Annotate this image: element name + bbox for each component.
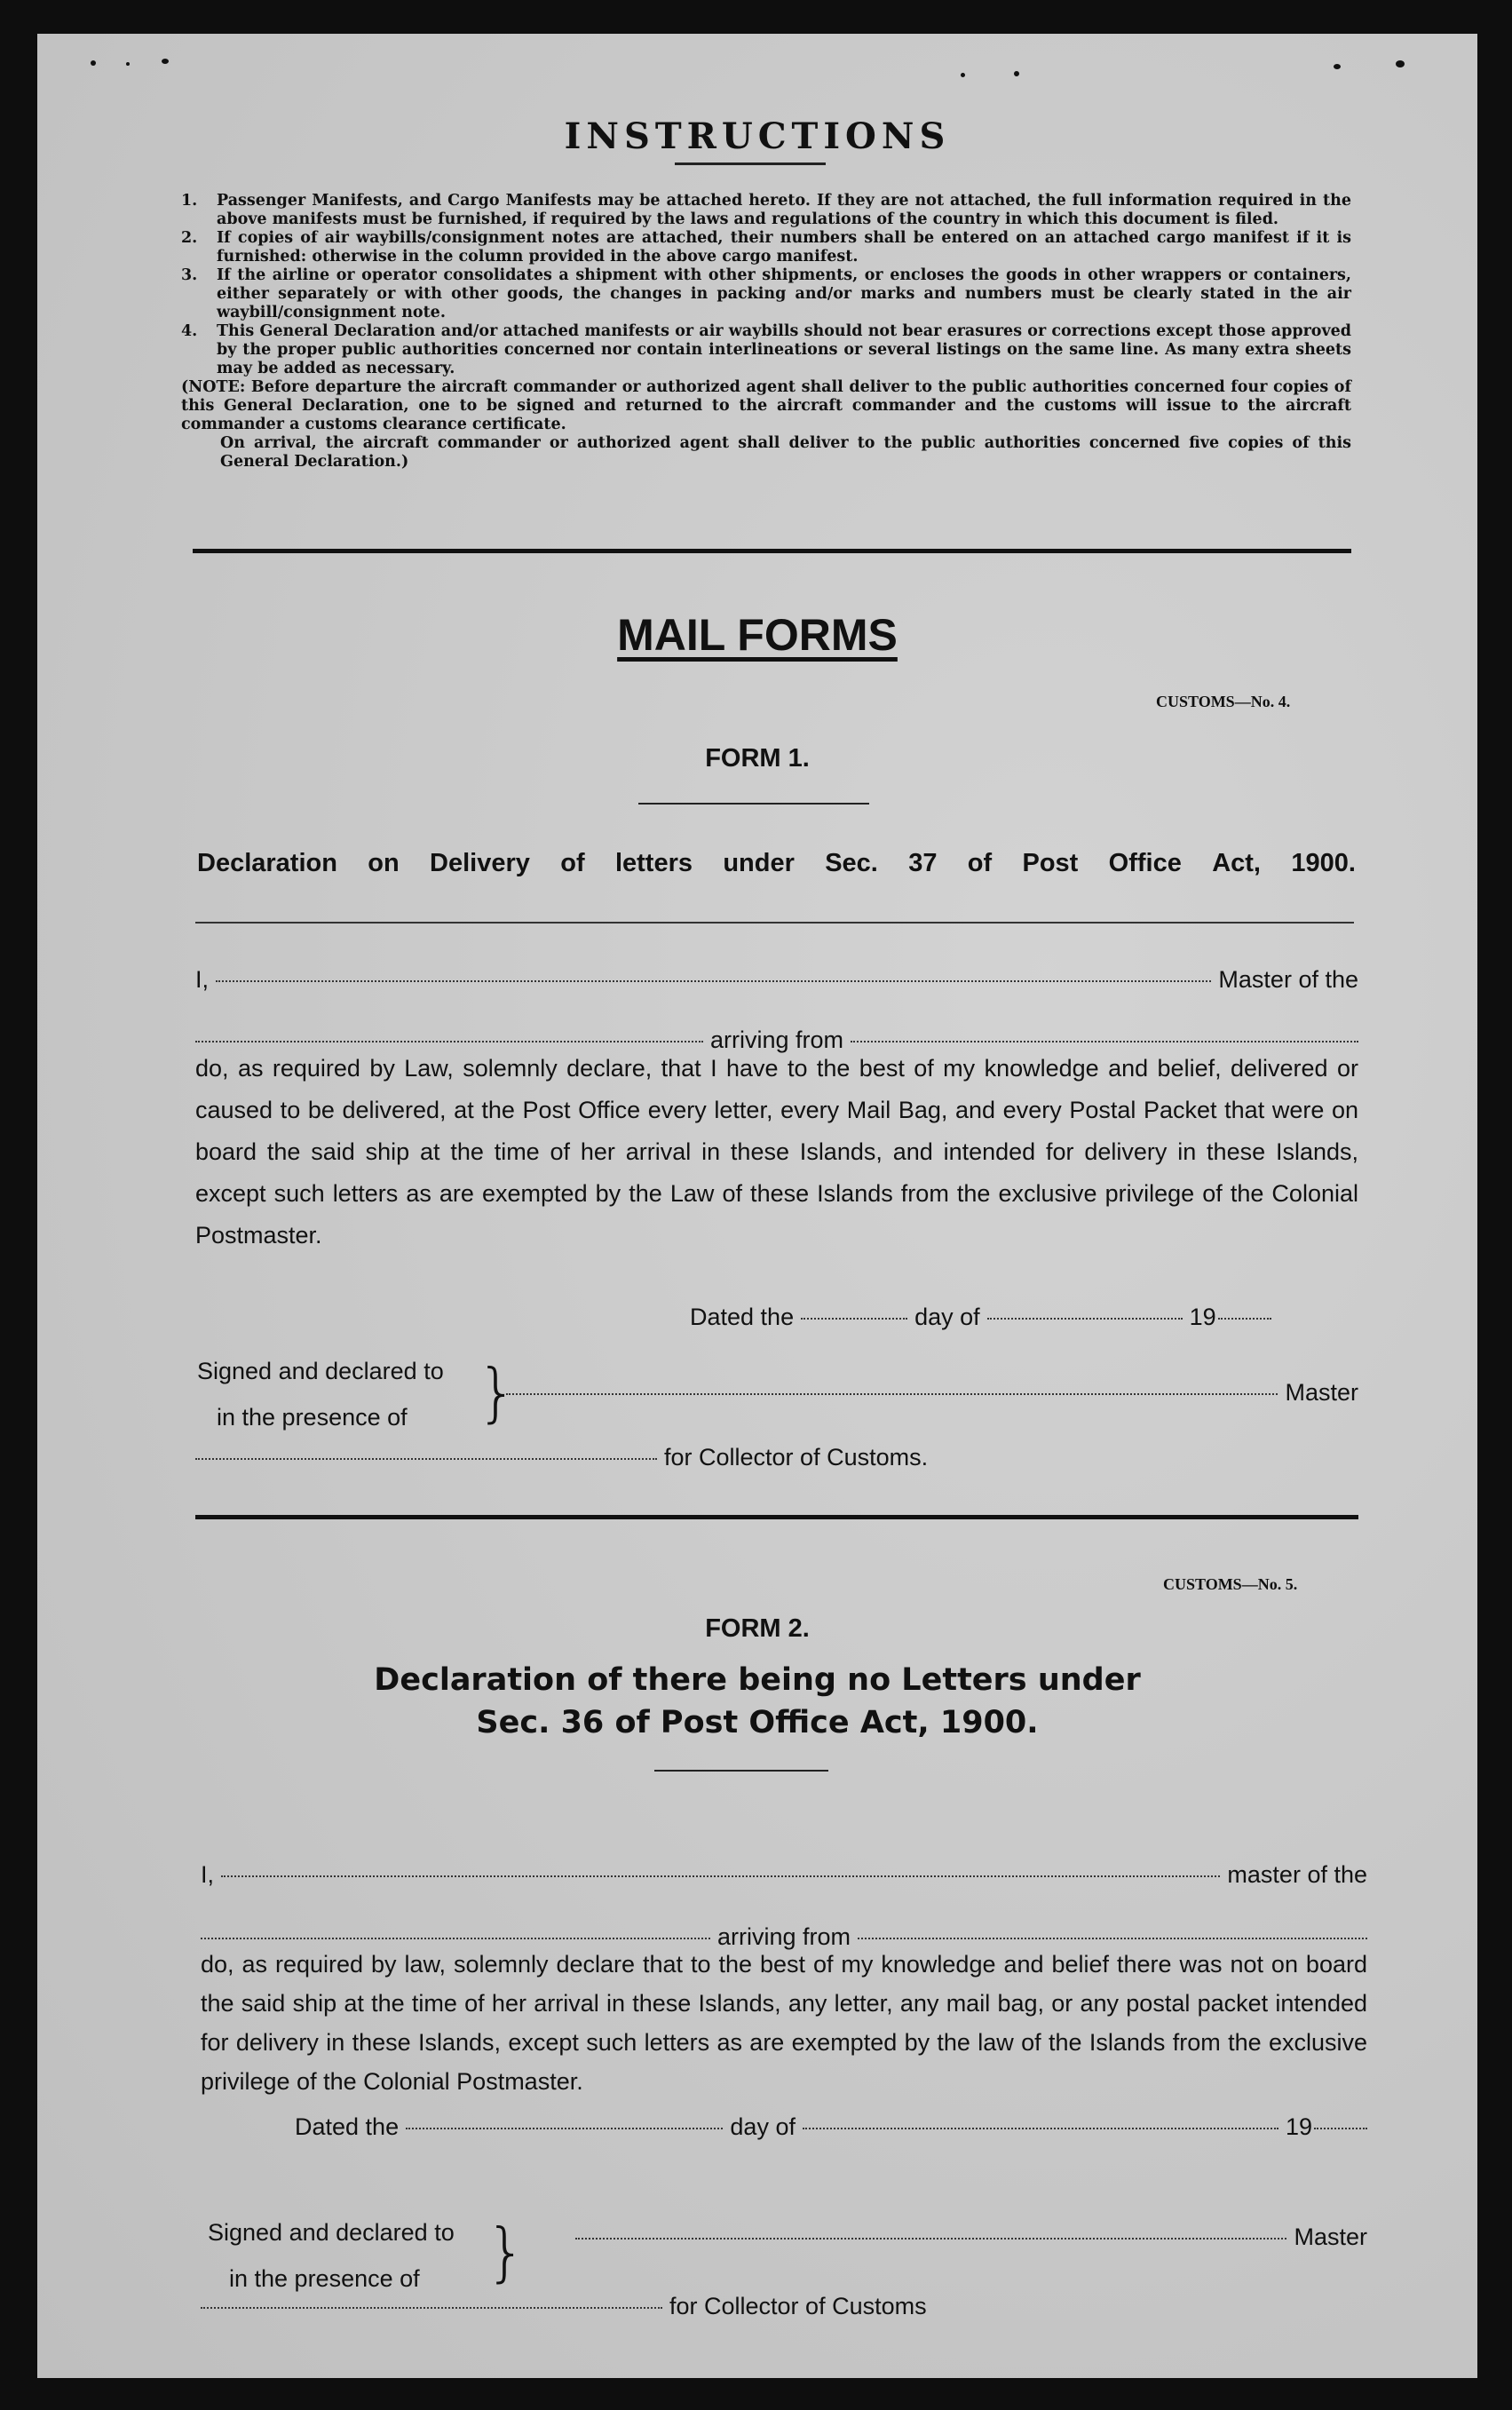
heading-word: Office xyxy=(1108,849,1182,877)
mail-forms-title: MAIL FORMS xyxy=(617,610,898,660)
form1-origin-field[interactable] xyxy=(851,1041,1358,1042)
form2-origin-field[interactable] xyxy=(858,1938,1367,1939)
form2-arriving-from-label: arriving from xyxy=(716,1923,851,1950)
form1-master-label: Master xyxy=(1285,1379,1358,1406)
form2-dated-line xyxy=(295,2113,1367,2141)
document-sheet xyxy=(37,34,1477,2378)
form1-arriving-from-label: arriving from xyxy=(709,1027,844,1053)
scan-speck xyxy=(91,60,96,66)
heading-word: letters xyxy=(614,849,693,877)
form2-year-field[interactable] xyxy=(1314,2128,1367,2129)
scan-speck xyxy=(1334,64,1341,69)
form2-year-label: 19 xyxy=(1285,2113,1312,2140)
scan-speck xyxy=(126,62,130,66)
form2-heading-line: Declaration of there being no Letters under xyxy=(374,1662,1141,1698)
instruction-text: If copies of air waybills/consignment notes are attached, their numbers shall be entered on an attached cargo manifest if it is furnished: otherwise in the column provided in the above cargo manifest. xyxy=(217,229,1351,266)
section-divider xyxy=(193,549,1351,553)
form2-collector-label: for Collector of Customs xyxy=(669,2293,927,2319)
instruction-text: This General Declaration and/or attached manifests or air waybills should not bear erasures or corrections except those approved by the proper public authorities concerned nor contain interlineations or several listings on the same line. As many extra sheets may be added as necessary. xyxy=(217,322,1351,377)
heading-word: Delivery xyxy=(430,849,530,877)
form1-brace: } xyxy=(477,1355,518,1430)
heading-word: under xyxy=(723,849,795,877)
scan-speck xyxy=(1396,60,1405,67)
heading-word: 37 xyxy=(908,849,938,877)
instruction-item xyxy=(181,229,1351,266)
form1-title: FORM 1. xyxy=(705,744,810,773)
form2-title: FORM 2. xyxy=(705,1614,810,1643)
instructions-underline xyxy=(675,163,826,165)
instructions-note xyxy=(181,378,1351,472)
form2-day-of-label: day of xyxy=(730,2113,796,2140)
form1-presence-label: in the presence of xyxy=(217,1404,408,1431)
form2-declaration-heading xyxy=(37,1659,1477,1744)
scan-speck xyxy=(961,73,965,77)
form1-year-label: 19 xyxy=(1189,1304,1216,1330)
scan-speck xyxy=(162,59,169,64)
heading-word: of xyxy=(967,849,993,877)
form1-dated-line xyxy=(690,1304,1278,1331)
form1-title-rule xyxy=(638,803,869,805)
form1-declaration-heading xyxy=(197,849,1356,878)
instruction-number: 1. xyxy=(181,192,198,210)
form1-i-label: I, xyxy=(195,966,210,993)
heading-word: Sec. xyxy=(825,849,878,877)
form1-year-field[interactable] xyxy=(1218,1318,1271,1320)
form2-day-field[interactable] xyxy=(406,2128,723,2129)
form-divider xyxy=(195,1515,1358,1519)
instructions-title: INSTRUCTIONS xyxy=(564,115,951,157)
form1-master-signature-line xyxy=(499,1379,1358,1407)
instruction-number: 4. xyxy=(181,322,198,340)
form1-declaration-body: do, as required by Law, solemnly declare, that I have to the best of my knowledge and belief, delivered or caused to be delivered, at the Post Office every letter, every Mail Bag, and every Postal Packet that were on board the said ship at the time of her arrival in these Islands, and intended for delivery in these Islands, except such letters as are exempted by the Law of these Islands from the exclusive privilege of the Colonial Postmaster. xyxy=(195,1055,1358,1249)
heading-word: Act, xyxy=(1212,849,1261,877)
form2-customs-number: CUSTOMS—No. 5. xyxy=(1163,1575,1298,1593)
heading-word: on xyxy=(368,849,400,877)
form1-month-field[interactable] xyxy=(987,1318,1183,1320)
form2-master-label: Master xyxy=(1294,2224,1367,2250)
heading-word: Post xyxy=(1022,849,1079,877)
form1-collector-field[interactable] xyxy=(195,1458,657,1460)
form1-master-line xyxy=(195,966,1358,994)
form1-customs-number: CUSTOMS—No. 4. xyxy=(1156,693,1291,710)
form1-master-signature-field[interactable] xyxy=(506,1393,1278,1395)
form2-month-field[interactable] xyxy=(803,2128,1278,2129)
form2-presence-label: in the presence of xyxy=(229,2265,420,2292)
heading-word: of xyxy=(560,849,585,877)
form1-collector-label: for Collector of Customs. xyxy=(664,1444,929,1471)
scan-speck xyxy=(1014,71,1019,76)
note-departure: (NOTE: Before departure the aircraft commander or authorized agent shall deliver to the public authorities concerned four copies of this General Declaration, one to be signed and returned to the aircraft commander and the customs will issue to the aircraft commander a customs clearance certificate. xyxy=(181,378,1351,433)
instruction-number: 2. xyxy=(181,229,198,247)
form1-dated-label: Dated the xyxy=(690,1304,795,1330)
form1-day-of-label: day of xyxy=(914,1304,980,1330)
instructions-list xyxy=(181,192,1351,472)
instruction-item xyxy=(181,322,1351,378)
form2-heading-rule xyxy=(654,1770,828,1772)
form2-master-line xyxy=(201,1861,1367,1889)
form1-signed-block xyxy=(197,1348,444,1440)
instruction-number: 3. xyxy=(181,266,198,284)
instruction-item xyxy=(181,266,1351,322)
form2-collector-field[interactable] xyxy=(201,2307,662,2309)
form2-master-signature-field[interactable] xyxy=(575,2238,1286,2240)
note-arrival: On arrival, the aircraft commander or authorized agent shall deliver to the public authorities concerned five copies of this General Declaration.) xyxy=(220,434,1351,471)
form2-declaration-body: do, as required by law, solemnly declare that to the best of my knowledge and belief there was not on board the said ship at the time of her arrival in these Islands, any letter, any mail bag, or any postal packet intended for delivery in these Islands, except such letters as are exempted by the law of the Islands from the exclusive privilege of the Colonial Postmaster. xyxy=(201,1951,1367,2095)
heading-word: Declaration xyxy=(197,849,337,877)
form2-ship-name-field[interactable] xyxy=(201,1938,710,1939)
form2-dated-label: Dated the xyxy=(295,2113,400,2140)
form1-heading-rule xyxy=(195,922,1354,924)
form2-master-signature-line xyxy=(568,2224,1367,2251)
form2-i-label: I, xyxy=(201,1861,215,1888)
form1-day-field[interactable] xyxy=(801,1318,907,1320)
form2-master-name-field[interactable] xyxy=(221,1875,1220,1877)
form1-signed-label: Signed and declared to xyxy=(197,1358,444,1384)
heading-word: 1900. xyxy=(1291,849,1356,877)
instruction-item xyxy=(181,192,1351,229)
form2-signed-label: Signed and declared to xyxy=(208,2219,455,2246)
form2-brace: } xyxy=(486,2215,526,2289)
form2-heading-line: Sec. 36 of Post Office Act, 1900. xyxy=(476,1705,1039,1740)
form2-master-of-label: master of the xyxy=(1227,1861,1367,1888)
form1-ship-name-field[interactable] xyxy=(195,1041,703,1042)
form2-collector-line xyxy=(201,2293,927,2320)
instruction-text: If the airline or operator consolidates a shipment with other shipments, or encloses the goods in other wrappers or containers, either separately or with other goods, the changes in packing and/or marks and numbers must be clearly stated in the air waybill/consignment note. xyxy=(217,266,1351,321)
form1-master-name-field[interactable] xyxy=(216,980,1211,982)
form2-signed-block xyxy=(208,2209,455,2302)
form1-master-of-label: Master of the xyxy=(1218,966,1358,993)
instruction-text: Passenger Manifests, and Cargo Manifests may be attached hereto. If they are not attached, the full information required in the above manifests must be furnished, if required by the laws and regulations of the country in which this document is filed. xyxy=(217,192,1351,228)
form1-collector-line xyxy=(195,1444,928,1471)
